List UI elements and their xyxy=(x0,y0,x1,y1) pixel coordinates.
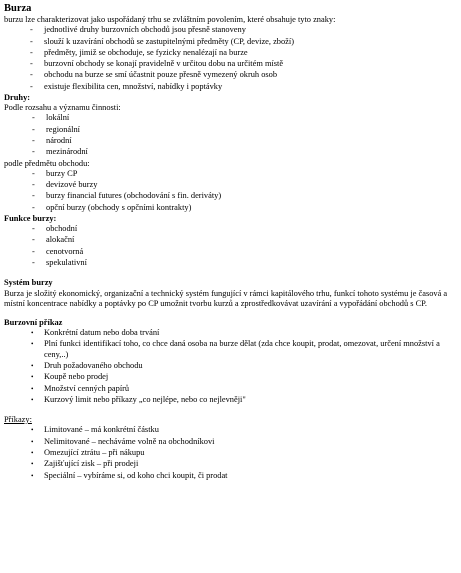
dash-bullet-icon: - xyxy=(32,147,35,157)
system-text: Burza je složitý ekonomický, organizační a technický systém fungující v rámci kapitálového trhu, funkcí tohoto systému je časová a místní koncentrace nabídky a poptávky po CP umožnit tvorbu kurzů a zprostředkovávat uzavírání a vypořádání obchodů s CP. xyxy=(4,288,448,308)
dash-bullet-icon: - xyxy=(32,124,35,134)
list-item: - mezinárodní xyxy=(32,147,88,157)
list-item: - lokální xyxy=(32,113,70,123)
funkce-heading: Funkce burzy: xyxy=(4,213,57,223)
list-item: • Koupě nebo prodej xyxy=(31,372,109,382)
druhy-subject-list xyxy=(4,169,457,213)
list-item: • Druh požadovaného obchodu xyxy=(31,360,143,370)
list-item: • Konkrétní datum nebo doba trvání xyxy=(31,328,160,338)
system-heading: Systém burzy xyxy=(4,278,53,288)
funkce-list xyxy=(4,224,457,268)
druhy-scope-intro: Podle rozsahu a významu činnosti: xyxy=(4,103,121,113)
list-item: - devizové burzy xyxy=(32,180,98,190)
list-item: - národní xyxy=(32,135,72,145)
dash-bullet-icon: - xyxy=(32,135,35,145)
spacer xyxy=(4,406,457,415)
bullet-dot-icon: • xyxy=(31,329,34,338)
list-item: • Omezující ztrátu – při nákupu xyxy=(31,447,145,457)
dash-bullet-icon: - xyxy=(32,180,35,190)
intro-list xyxy=(4,25,457,92)
spacer xyxy=(4,309,457,318)
list-item: - alokační xyxy=(32,235,75,245)
list-item: • Speciální – vybíráme si, od koho chci koupit, či prodat xyxy=(31,470,228,480)
bullet-dot-icon: • xyxy=(31,340,34,349)
druhy-subject-intro: podle předmětu obchodu: xyxy=(4,158,90,168)
list-item: - opční burzy (obchody s opčními kontrakty) xyxy=(32,202,192,212)
list-item: - slouží k uzavírání obchodů se zastupitelnými předměty (CP, devize, zboží) xyxy=(30,36,295,46)
list-item: - cenotvorná xyxy=(32,246,84,256)
bullet-dot-icon: • xyxy=(31,384,34,393)
bullet-dot-icon: • xyxy=(31,471,34,480)
list-item: - obchodní xyxy=(32,224,78,234)
page-title: Burza xyxy=(4,3,32,14)
list-item: • Kurzový limit nebo příkazy „co nejlépe, nebo co nejlevněji" xyxy=(31,394,246,404)
dash-bullet-icon: - xyxy=(30,70,33,80)
list-item: - burzy CP xyxy=(32,168,78,178)
dash-bullet-icon: - xyxy=(30,25,33,35)
druhy-heading: Druhy: xyxy=(4,92,31,102)
dash-bullet-icon: - xyxy=(32,224,35,234)
dash-bullet-icon: - xyxy=(30,59,33,69)
dash-bullet-icon: - xyxy=(32,113,35,123)
list-item: - spekulativní xyxy=(32,258,87,268)
prikaz-heading: Burzovní příkaz xyxy=(4,317,63,327)
spacer xyxy=(4,269,457,278)
list-item: - předměty, jimiž se obchoduje, se fyzicky nenalézají na burze xyxy=(30,47,248,57)
list-item: - jednotlivé druhy burzovních obchodů jsou přesně stanoveny xyxy=(30,25,246,35)
list-item: • Nelimitované – necháváme volně na obchodníkovi xyxy=(31,436,215,446)
bullet-dot-icon: • xyxy=(31,361,34,370)
list-item: - existuje flexibilita cen, množství, nabídky i poptávky xyxy=(30,81,223,91)
dash-bullet-icon: - xyxy=(30,47,33,57)
dash-bullet-icon: - xyxy=(30,36,33,46)
bullet-dot-icon: • xyxy=(31,437,34,446)
list-item: • Plní funkci identifikací toho, co chce daná osoba na burze dělat (zda chce koupit, prodat, omezovat, určení množství a ceny,..) xyxy=(31,339,440,359)
prikazy-heading: Příkazy: xyxy=(4,415,32,425)
dash-bullet-icon: - xyxy=(32,191,35,201)
list-item: - regionální xyxy=(32,124,80,134)
list-item: - obchodu na burze se smí účastnit pouze přesně vymezený okruh osob xyxy=(30,70,278,80)
list-item: - burzy financial futures (obchodování s fin. deriváty) xyxy=(32,191,222,201)
bullet-dot-icon: • xyxy=(31,448,34,457)
intro-text: burzu lze charakterizovat jako uspořádaný trhu se zvláštním povolením, které obsahuje tyto znaky: xyxy=(4,15,336,24)
dash-bullet-icon: - xyxy=(30,81,33,91)
bullet-dot-icon: • xyxy=(31,395,34,404)
prikaz-list xyxy=(4,328,457,405)
dash-bullet-icon: - xyxy=(32,202,35,212)
bullet-dot-icon: • xyxy=(31,373,34,382)
druhy-scope-list xyxy=(4,113,457,157)
dash-bullet-icon: - xyxy=(32,246,35,256)
list-item: - burzovní obchody se konají pravidelně v určitou dobu na určitém místě xyxy=(30,59,284,69)
list-item: • Množství cenných papírů xyxy=(31,383,130,393)
list-item: • Zajišťující zisk – při prodeji xyxy=(31,459,139,469)
dash-bullet-icon: - xyxy=(32,235,35,245)
bullet-dot-icon: • xyxy=(31,426,34,435)
dash-bullet-icon: - xyxy=(32,168,35,178)
list-item: • Limitované – má konkrétní částku xyxy=(31,425,159,435)
dash-bullet-icon: - xyxy=(32,258,35,268)
prikazy-list xyxy=(4,425,457,480)
bullet-dot-icon: • xyxy=(31,460,34,469)
